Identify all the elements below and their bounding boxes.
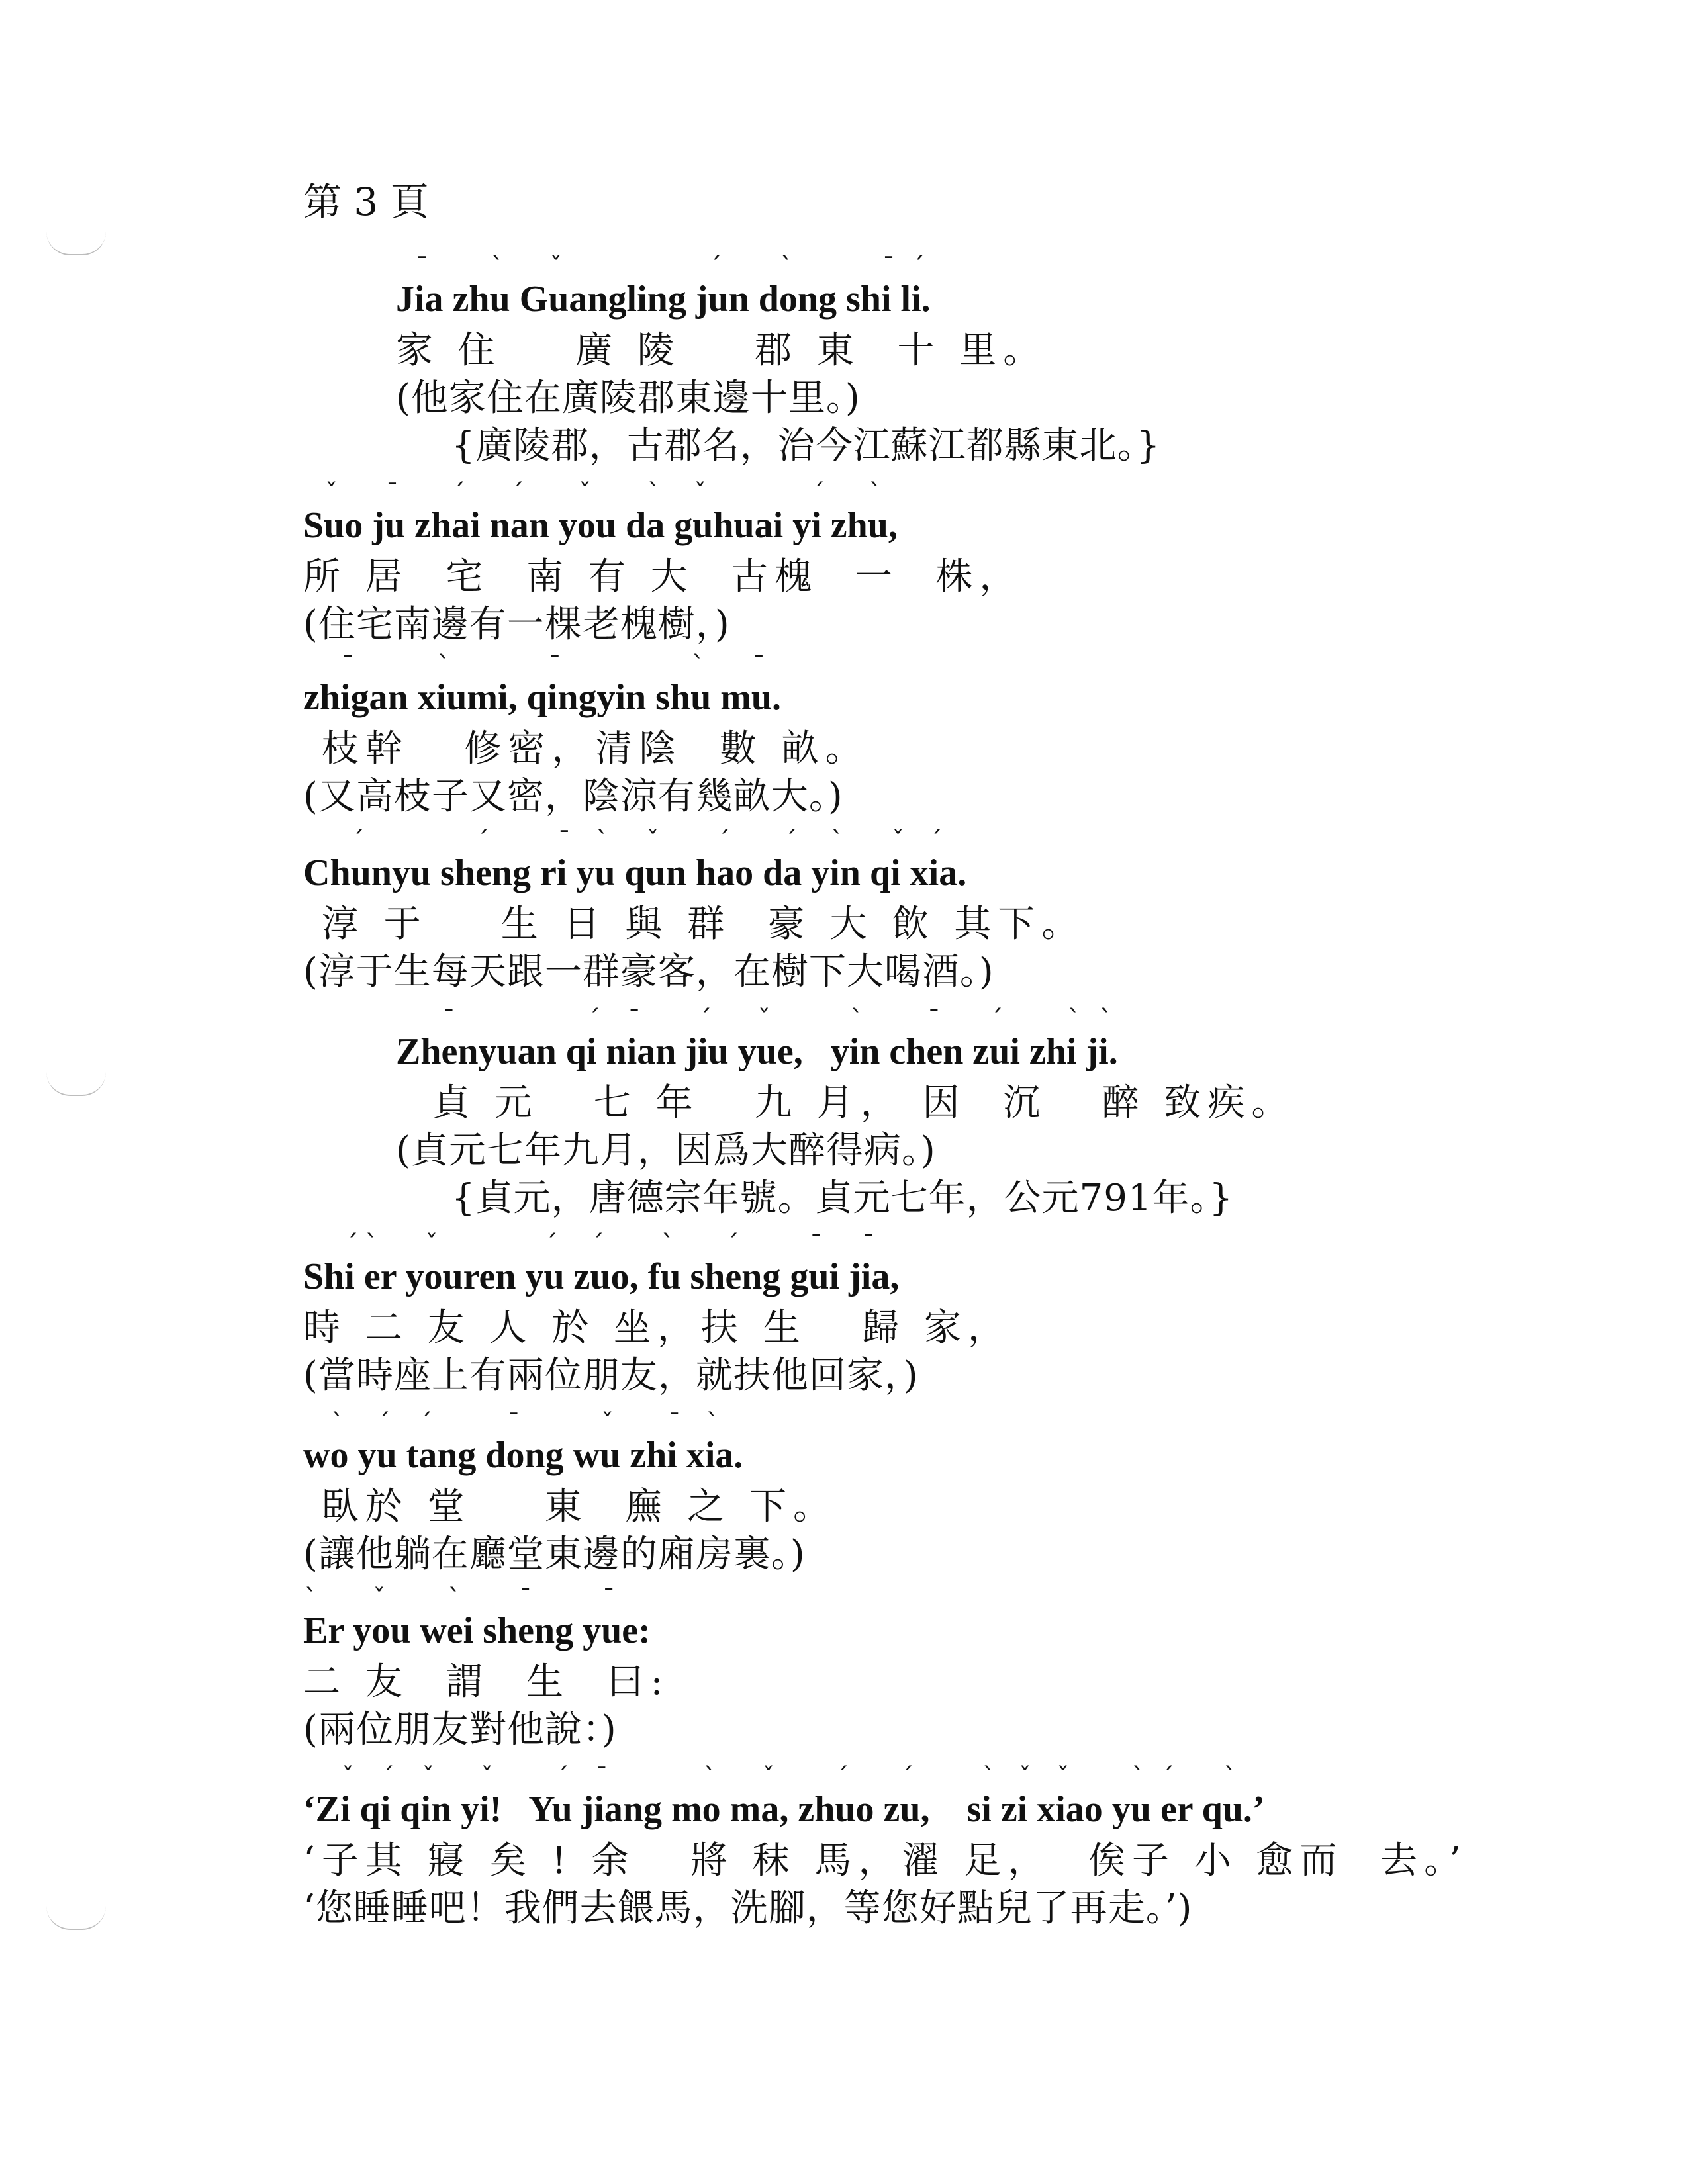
tone-mark: ˉ bbox=[882, 252, 895, 281]
gloss-line: (讓他躺在廳堂東邊的廂房裏。) bbox=[303, 1533, 806, 1576]
tone-mark: ˇ bbox=[325, 478, 338, 508]
tone-mark: ˋ bbox=[305, 1584, 317, 1613]
pinyin-line: ‘Zi qi qin yi! Yu jiang mo ma, zhuo zu, si zi xiao yu er qu.’ ˇ ˊ ˇ ˇ ˊ ˉ ˋ ˇ ˊ ˊ ˋ ˇ ˇ ˋ ˊ ˋ bbox=[303, 1762, 1265, 1830]
tone-mark: ˋ bbox=[692, 651, 705, 680]
pinyin-line: wo yu tang dong wu zhi xia. ˋ ˊ ˊ ˉ ˇ ˉ ˋ bbox=[303, 1408, 743, 1476]
tone-mark: ˊ bbox=[476, 826, 489, 855]
tone-mark: ˊ bbox=[591, 1230, 604, 1259]
tone-mark: ˇ bbox=[342, 1762, 354, 1792]
tone-mark: ˋ bbox=[1067, 1005, 1080, 1034]
tone-mark: ˉ bbox=[385, 478, 399, 508]
hanzi-line: 臥於 堂 東 廡 之 下。 bbox=[303, 1485, 837, 1528]
gloss-line: (當時座上有兩位朋友，就扶他回家，) bbox=[303, 1354, 919, 1397]
tone-mark: ˊ bbox=[726, 1230, 739, 1259]
tone-mark: ˇ bbox=[892, 826, 905, 855]
hanzi-line: 所 居 宅 南 有 大 古槐 一 株， bbox=[303, 555, 1023, 598]
tone-mark: ˊ bbox=[556, 1762, 569, 1792]
tone-mark: ˊ bbox=[453, 478, 466, 508]
tone-mark: ˊ bbox=[812, 478, 825, 508]
hanzi-line: 時 二 友 人 於 坐，扶 生 歸 家， bbox=[303, 1306, 1012, 1349]
tone-mark: ˋ bbox=[982, 1762, 996, 1792]
tone-mark: ˋ bbox=[647, 478, 661, 508]
tone-mark: ˋ bbox=[1131, 1762, 1145, 1792]
pinyin-line: Suo ju zhai nan you da guhuai yi zhu, ˇ ˉ ˊ ˊ ˇ ˋ ˇ ˊ ˋ bbox=[303, 478, 898, 546]
tone-mark: ˋ bbox=[706, 1408, 719, 1437]
tone-mark: ˉ bbox=[628, 1005, 641, 1034]
tone-mark: ˋ bbox=[831, 826, 844, 855]
entry-8 bbox=[303, 1584, 1594, 1752]
tone-mark: ˋ bbox=[491, 252, 504, 281]
scan-margin-mark bbox=[46, 1906, 106, 1930]
tone-mark: ˉ bbox=[442, 1005, 455, 1034]
pinyin-line: Shi er youren yu zuo, fu sheng gui jia, ˊ ˋ ˇ ˊ ˊ ˋ ˊ ˉ ˉ bbox=[303, 1230, 900, 1297]
tone-mark: ˋ bbox=[447, 1584, 461, 1613]
tone-mark: ˉ bbox=[548, 651, 561, 680]
entry-4 bbox=[303, 826, 1594, 995]
tone-mark: ˉ bbox=[507, 1408, 520, 1437]
note-line: {廣陵郡，古郡名，治今江蘇江都縣東北。} bbox=[451, 424, 1161, 467]
tone-mark: ˊ bbox=[718, 826, 731, 855]
entry-6 bbox=[303, 1230, 1594, 1398]
tone-mark: ˊ bbox=[912, 252, 925, 281]
tone-mark: ˋ bbox=[703, 1762, 716, 1792]
tone-mark: ˇ bbox=[1056, 1762, 1070, 1792]
tone-mark: ˇ bbox=[601, 1408, 614, 1437]
tone-mark: ˉ bbox=[342, 651, 354, 680]
tone-mark: ˉ bbox=[519, 1584, 532, 1613]
tone-mark: ˇ bbox=[373, 1584, 386, 1613]
tone-mark: ˉ bbox=[416, 252, 428, 281]
hanzi-line: ‘子其 寢 矣 ! 余 將 秣 馬，濯 足， 俟子 小 愈而 去。’ bbox=[303, 1839, 1468, 1882]
tone-mark: ˉ bbox=[602, 1584, 616, 1613]
tone-mark: ˇ bbox=[646, 826, 659, 855]
tone-mark: ˋ bbox=[850, 1005, 863, 1034]
tone-mark: ˋ bbox=[596, 826, 609, 855]
tone-mark: ˊ bbox=[784, 826, 798, 855]
tone-mark: ˉ bbox=[557, 826, 571, 855]
tone-mark: ˊ bbox=[901, 1762, 914, 1792]
tone-mark: ˋ bbox=[868, 478, 882, 508]
entry-5 bbox=[396, 1005, 1687, 1221]
tone-mark: ˊ bbox=[346, 1230, 359, 1259]
tone-mark: ˇ bbox=[694, 478, 707, 508]
tone-mark: ˋ bbox=[437, 651, 450, 680]
tone-mark: ˊ bbox=[377, 1408, 391, 1437]
entry-1 bbox=[396, 252, 1687, 469]
hanzi-line: 枝幹 修密，清陰 數 畝。 bbox=[303, 727, 869, 770]
tone-mark: ˋ bbox=[1223, 1762, 1237, 1792]
entry-3 bbox=[303, 651, 1594, 819]
tone-mark: ˇ bbox=[1018, 1762, 1031, 1792]
pinyin-line: Zhenyuan qi nian jiu yue, yin chen zui zhi ji. ˉ ˊ ˉ ˊ ˇ ˋ ˉ ˊ ˋ ˋ bbox=[396, 1005, 1118, 1072]
entry-2 bbox=[303, 478, 1594, 647]
hanzi-line: 淳 于 生 日 與 群 豪 大 飲 其下。 bbox=[303, 903, 1086, 946]
tone-mark: ˋ bbox=[661, 1230, 675, 1259]
gloss-line: (又高枝子又密，陰涼有幾畝大。) bbox=[303, 775, 843, 818]
tone-mark: ˊ bbox=[420, 1408, 433, 1437]
tone-mark: ˇ bbox=[481, 1762, 494, 1792]
tone-mark: ˊ bbox=[352, 826, 365, 855]
tone-mark: ˉ bbox=[595, 1762, 608, 1792]
tone-mark: ˊ bbox=[698, 1005, 712, 1034]
tone-mark: ˋ bbox=[365, 1230, 378, 1259]
pinyin-line: Jia zhu Guangling jun dong shi li. ˉ ˋ ˇ ˊ ˋ ˉ ˊ bbox=[396, 252, 931, 320]
pinyin-line: Er you wei sheng yue: ˋ ˇ ˋ ˉ ˉ bbox=[303, 1584, 651, 1651]
tone-mark: ˊ bbox=[836, 1762, 849, 1792]
gloss-line: (淳于生每天跟一群豪客，在樹下大喝酒。) bbox=[303, 950, 994, 993]
hanzi-line: 家 住 廣 陵 郡 東 十 里。 bbox=[396, 329, 1047, 372]
tone-mark: ˉ bbox=[752, 651, 765, 680]
tone-mark: ˊ bbox=[511, 478, 524, 508]
tone-mark: ˉ bbox=[668, 1408, 681, 1437]
pinyin-line: zhigan xiumi, qingyin shu mu. ˉ ˋ ˉ ˋ ˉ bbox=[303, 651, 782, 718]
tone-mark: ˊ bbox=[587, 1005, 600, 1034]
tone-mark: ˉ bbox=[927, 1005, 941, 1034]
gloss-line: (貞元七年九月，因爲大醉得病。) bbox=[396, 1129, 936, 1172]
tone-mark: ˊ bbox=[1161, 1762, 1174, 1792]
tone-mark: ˊ bbox=[545, 1230, 558, 1259]
note-line: {貞元，唐德宗年號。貞元七年，公元791年。} bbox=[451, 1177, 1234, 1220]
tone-mark: ˊ bbox=[990, 1005, 1004, 1034]
tone-mark: ˇ bbox=[762, 1762, 775, 1792]
tone-mark: ˉ bbox=[810, 1230, 823, 1259]
pinyin-line: Chunyu sheng ri yu qun hao da yin qi xia. ˊ ˊ ˉ ˋ ˇ ˊ ˊ ˋ ˇ ˊ bbox=[303, 826, 967, 893]
hanzi-line: 貞 元 七 年 九 月， 因 沉 醉 致疾。 bbox=[396, 1081, 1295, 1124]
gloss-line: (兩位朋友對他說：) bbox=[303, 1708, 617, 1751]
tone-mark: ˊ bbox=[709, 252, 722, 281]
scan-margin-mark bbox=[46, 1072, 106, 1096]
entry-7 bbox=[303, 1408, 1594, 1577]
tone-mark: ˋ bbox=[780, 252, 793, 281]
tone-mark: ˋ bbox=[331, 1408, 344, 1437]
tone-mark: ˊ bbox=[929, 826, 943, 855]
gloss-line: ‘您睡睡吧！我們去餵馬，洗腳，等您好點兒了再走。’) bbox=[303, 1887, 1193, 1930]
scan-margin-mark bbox=[46, 232, 106, 255]
page-number: 第 3 頁 bbox=[303, 179, 429, 224]
tone-mark: ˊ bbox=[381, 1762, 395, 1792]
tone-mark: ˇ bbox=[425, 1230, 438, 1259]
entry-9 bbox=[303, 1762, 1594, 1931]
gloss-line: (住宅南邊有一棵老槐樹，) bbox=[303, 603, 730, 646]
gloss-line: (他家住在廣陵郡東邊十里。) bbox=[396, 377, 861, 420]
tone-mark: ˇ bbox=[578, 478, 591, 508]
tone-mark: ˇ bbox=[757, 1005, 771, 1034]
tone-mark: ˉ bbox=[862, 1230, 875, 1259]
tone-mark: ˋ bbox=[1100, 1005, 1113, 1034]
tone-mark: ˇ bbox=[549, 252, 563, 281]
hanzi-line: 二 友 謂 生 曰: bbox=[303, 1661, 670, 1704]
tone-mark: ˇ bbox=[422, 1762, 435, 1792]
